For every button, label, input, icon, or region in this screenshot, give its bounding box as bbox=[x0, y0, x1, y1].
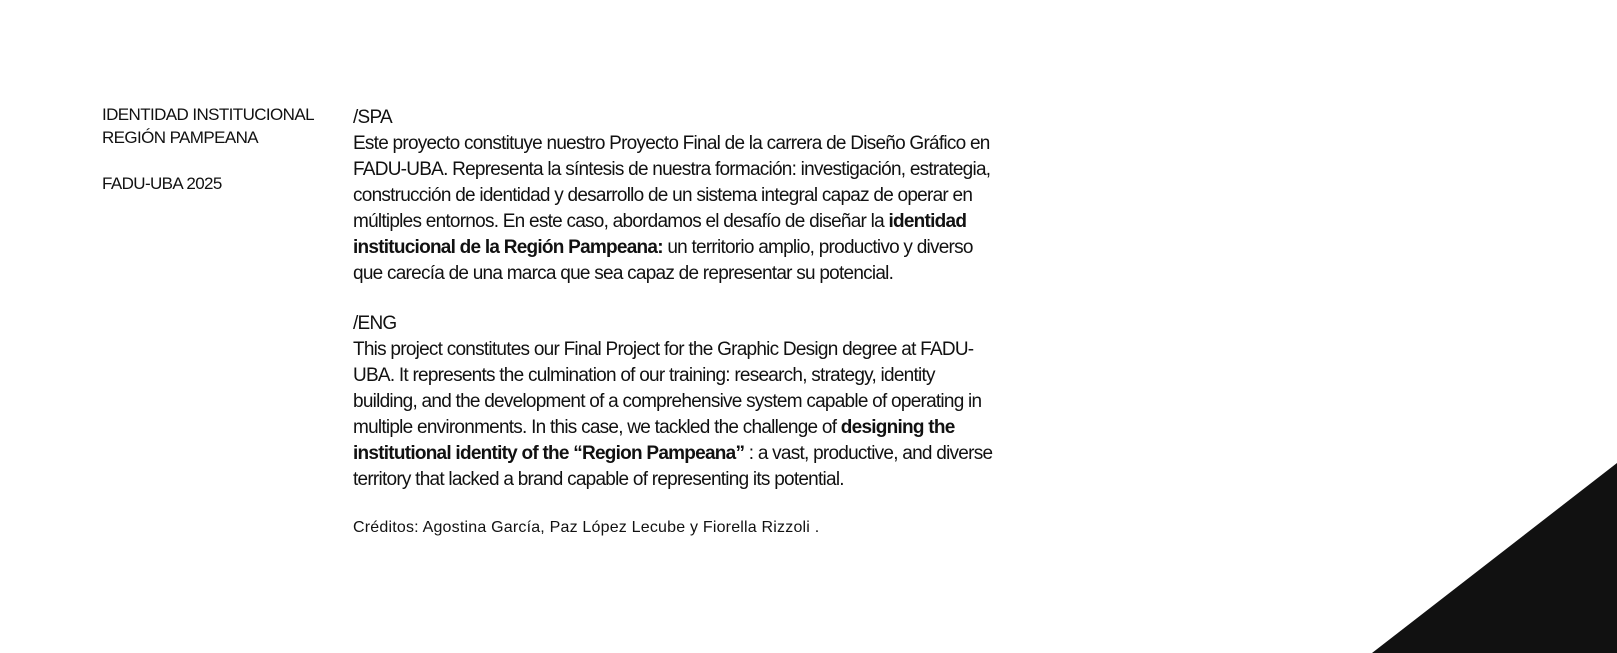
project-title-line-1: IDENTIDAD INSTITUCIONAL bbox=[102, 105, 314, 124]
spanish-text-emphasis: identidad institucional de la Región Pampeana: bbox=[353, 211, 967, 258]
english-paragraph bbox=[353, 337, 993, 493]
institution-year: FADU-UBA 2025 bbox=[102, 174, 222, 193]
spanish-text-end: un territorio amplio, productivo y diverso que carecía de una marca que sea capaz de representar su potencial. bbox=[353, 237, 973, 284]
english-text-emphasis: designing the institutional identity of the “Region Pampeana” bbox=[353, 417, 955, 464]
spanish-paragraph bbox=[353, 131, 993, 287]
sidebar-info bbox=[102, 103, 332, 195]
spanish-text-start: Este proyecto constituye nuestro Proyecto Final de la carrera de Diseño Gráfico en FADU-UBA. Representa la síntesis de nuestra formación: investigación, estrategia, construcción de identidad y desarrollo de un sistema integral capaz de operar en múltiples entornos. En este caso, abordamos el desafío de diseñar la bbox=[353, 133, 991, 232]
project-description bbox=[353, 105, 993, 538]
project-title-line-2: REGIÓN PAMPEANA bbox=[102, 128, 258, 147]
credits-line: Créditos: Agostina García, Paz López Lecube y Fiorella Rizzoli . bbox=[353, 519, 820, 536]
english-text-start: This project constitutes our Final Project for the Graphic Design degree at FADU-UBA. It represents the culmination of our training: research, strategy, identity building, and the development of a comprehensive system capable of operating in multiple environments. In this case, we tackled the challenge of bbox=[353, 339, 982, 438]
english-text-end: : a vast, productive, and diverse territory that lacked a brand capable of representing its potential. bbox=[353, 443, 993, 490]
corner-triangle-decoration bbox=[1372, 463, 1617, 653]
spanish-tag: /SPA bbox=[353, 107, 392, 128]
spanish-section bbox=[353, 105, 993, 287]
english-section bbox=[353, 311, 993, 493]
corner-triangle bbox=[1372, 463, 1617, 653]
english-tag: /ENG bbox=[353, 313, 397, 334]
